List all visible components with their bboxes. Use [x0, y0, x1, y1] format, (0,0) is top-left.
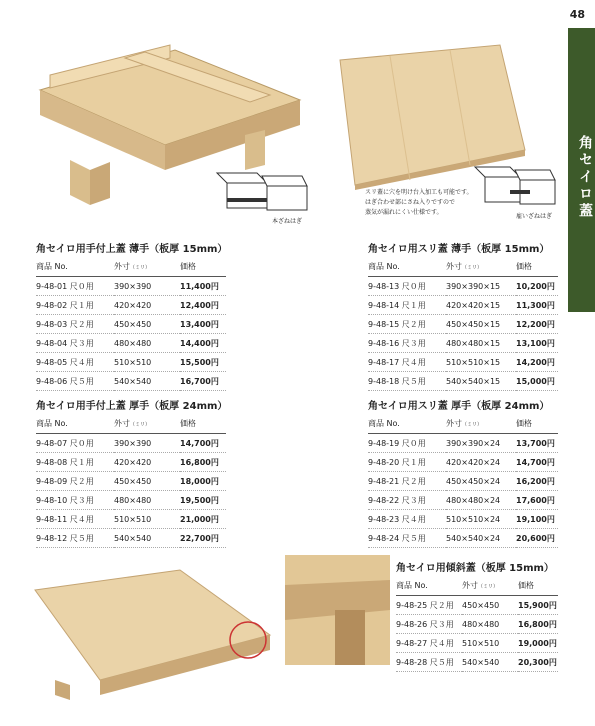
product-price: 12,400円 — [180, 296, 226, 315]
product-price: 20,600円 — [516, 529, 558, 548]
table-row — [368, 510, 558, 529]
slanted-lid-image — [30, 560, 280, 710]
table-4-title: 角セイロ用スリ蓋 厚手（板厚 24mm） — [368, 401, 550, 412]
product-size: 450×450 — [114, 315, 180, 334]
header-code: 商品 No. — [36, 413, 114, 434]
product-size: 390×390 — [114, 434, 180, 453]
product-code: 9-48-16 尺３用 — [368, 334, 446, 353]
product-code: 9-48-26 尺３用 — [396, 615, 462, 634]
table-row — [368, 277, 558, 296]
product-code: 9-48-06 尺５用 — [36, 372, 114, 391]
header-price: 価格 — [516, 413, 558, 434]
table-row — [396, 615, 558, 634]
product-size: 390×390 — [114, 277, 180, 296]
table-2-title: 角セイロ用手付上蓋 厚手（板厚 24mm） — [36, 401, 228, 412]
product-price: 16,800円 — [180, 453, 226, 472]
product-price: 14,700円 — [180, 434, 226, 453]
product-code: 9-48-01 尺０用 — [36, 277, 114, 296]
table-3-title: 角セイロ用スリ蓋 薄手（板厚 15mm） — [368, 244, 550, 255]
product-code: 9-48-13 尺０用 — [368, 277, 446, 296]
table-row — [36, 353, 226, 372]
product-size: 480×480 — [114, 334, 180, 353]
table-row — [368, 434, 558, 453]
product-size: 480×480 — [114, 491, 180, 510]
table-row — [368, 529, 558, 548]
product-code: 9-48-09 尺２用 — [36, 472, 114, 491]
product-price: 14,400円 — [180, 334, 226, 353]
product-size: 540×540 — [114, 529, 180, 548]
slanted-lid-detail-image — [285, 555, 390, 665]
product-code: 9-48-07 尺０用 — [36, 434, 114, 453]
product-price: 16,700円 — [180, 372, 226, 391]
table-row — [368, 472, 558, 491]
header-size: 外寸（ミリ） — [114, 413, 180, 434]
product-price: 14,700円 — [516, 453, 558, 472]
product-size: 450×450×15 — [446, 315, 516, 334]
product-code: 9-48-03 尺２用 — [36, 315, 114, 334]
product-price: 10,200円 — [516, 277, 558, 296]
tongue-joint-caption: 雇いざねはぎ — [516, 213, 553, 220]
table-row — [368, 453, 558, 472]
tenon-joint-diagram — [212, 168, 312, 216]
page-number: 48 — [569, 8, 585, 21]
product-code: 9-48-28 尺５用 — [396, 653, 462, 672]
table-row — [36, 491, 226, 510]
header-size: 外寸（ミリ） — [446, 256, 516, 277]
table-handled-thick — [36, 413, 226, 548]
header-size: 外寸（ミリ） — [114, 256, 180, 277]
product-size: 450×450 — [114, 472, 180, 491]
table-slanted — [396, 575, 558, 672]
table-row — [36, 334, 226, 353]
product-code: 9-48-24 尺５用 — [368, 529, 446, 548]
product-price: 15,000円 — [516, 372, 558, 391]
table-row — [36, 472, 226, 491]
product-price: 15,900円 — [518, 596, 558, 615]
product-code: 9-48-15 尺２用 — [368, 315, 446, 334]
product-size: 510×510×15 — [446, 353, 516, 372]
header-price: 価格 — [518, 575, 558, 596]
product-size: 390×390×24 — [446, 434, 516, 453]
table-row — [368, 491, 558, 510]
table-row — [36, 529, 226, 548]
product-code: 9-48-04 尺３用 — [36, 334, 114, 353]
product-code: 9-48-20 尺１用 — [368, 453, 446, 472]
product-price: 16,200円 — [516, 472, 558, 491]
table-row — [36, 510, 226, 529]
hole-note: スリ蓋に穴を明け台入加工も可能です。 はぎ合わせ部にさね入りですので 蒸気が漏れにくい仕様です。 — [365, 189, 473, 216]
product-price: 16,800円 — [518, 615, 558, 634]
header-code: 商品 No. — [36, 256, 114, 277]
product-code: 9-48-10 尺３用 — [36, 491, 114, 510]
table-sliding-thick — [368, 413, 558, 548]
product-price: 14,200円 — [516, 353, 558, 372]
product-price: 13,700円 — [516, 434, 558, 453]
product-price: 12,200円 — [516, 315, 558, 334]
product-price: 19,100円 — [516, 510, 558, 529]
product-size: 420×420×24 — [446, 453, 516, 472]
product-code: 9-48-19 尺０用 — [368, 434, 446, 453]
table-row — [36, 315, 226, 334]
header-price: 価格 — [180, 256, 226, 277]
product-price: 19,000円 — [518, 634, 558, 653]
product-size: 540×540 — [114, 372, 180, 391]
table-row — [36, 453, 226, 472]
product-size: 510×510×24 — [446, 510, 516, 529]
product-price: 13,400円 — [180, 315, 226, 334]
product-code: 9-48-14 尺１用 — [368, 296, 446, 315]
product-size: 450×450 — [462, 596, 518, 615]
product-code: 9-48-12 尺５用 — [36, 529, 114, 548]
table-1-title: 角セイロ用手付上蓋 薄手（板厚 15mm） — [36, 244, 228, 255]
product-size: 420×420 — [114, 296, 180, 315]
header-size: 外寸（ミリ） — [446, 413, 516, 434]
product-size: 420×420×15 — [446, 296, 516, 315]
product-code: 9-48-08 尺１用 — [36, 453, 114, 472]
product-price: 20,300円 — [518, 653, 558, 672]
table-row — [368, 315, 558, 334]
header-price: 価格 — [516, 256, 558, 277]
product-code: 9-48-17 尺４用 — [368, 353, 446, 372]
product-code: 9-48-23 尺４用 — [368, 510, 446, 529]
table-handled-thin — [36, 256, 226, 391]
header-code: 商品 No. — [396, 575, 462, 596]
header-code: 商品 No. — [368, 256, 446, 277]
table-row — [36, 372, 226, 391]
product-size: 510×510 — [462, 634, 518, 653]
product-code: 9-48-02 尺１用 — [36, 296, 114, 315]
product-code: 9-48-18 尺５用 — [368, 372, 446, 391]
table-sliding-thin — [368, 256, 558, 391]
product-size: 450×450×24 — [446, 472, 516, 491]
table-row — [368, 296, 558, 315]
table-row — [36, 277, 226, 296]
tongue-joint-diagram — [470, 162, 560, 212]
product-size: 420×420 — [114, 453, 180, 472]
product-price: 11,400円 — [180, 277, 226, 296]
table-row — [368, 353, 558, 372]
product-size: 540×540×24 — [446, 529, 516, 548]
product-price: 18,000円 — [180, 472, 226, 491]
product-code: 9-48-27 尺４用 — [396, 634, 462, 653]
table-row — [36, 434, 226, 453]
product-size: 480×480 — [462, 615, 518, 634]
product-price: 19,500円 — [180, 491, 226, 510]
product-code: 9-48-25 尺２用 — [396, 596, 462, 615]
product-price: 13,100円 — [516, 334, 558, 353]
product-size: 510×510 — [114, 510, 180, 529]
table-row — [36, 296, 226, 315]
header-price: 価格 — [180, 413, 226, 434]
product-size: 540×540 — [462, 653, 518, 672]
product-price: 11,300円 — [516, 296, 558, 315]
product-size: 480×480×15 — [446, 334, 516, 353]
product-size: 510×510 — [114, 353, 180, 372]
product-price: 21,000円 — [180, 510, 226, 529]
table-row — [396, 653, 558, 672]
product-price: 17,600円 — [516, 491, 558, 510]
product-price: 22,700円 — [180, 529, 226, 548]
product-code: 9-48-05 尺４用 — [36, 353, 114, 372]
tenon-joint-caption: 本ざねはぎ — [272, 218, 303, 225]
table-row — [396, 634, 558, 653]
table-row — [368, 372, 558, 391]
header-code: 商品 No. — [368, 413, 446, 434]
product-size: 540×540×15 — [446, 372, 516, 391]
product-code: 9-48-22 尺３用 — [368, 491, 446, 510]
side-tab: 角セイロ蓋 — [568, 28, 595, 312]
product-size: 480×480×24 — [446, 491, 516, 510]
product-code: 9-48-21 尺２用 — [368, 472, 446, 491]
product-code: 9-48-11 尺４用 — [36, 510, 114, 529]
product-price: 15,500円 — [180, 353, 226, 372]
product-size: 390×390×15 — [446, 277, 516, 296]
table-5-title: 角セイロ用傾斜蓋（板厚 15mm） — [396, 563, 554, 574]
table-row — [396, 596, 558, 615]
table-row — [368, 334, 558, 353]
header-size: 外寸（ミリ） — [462, 575, 518, 596]
